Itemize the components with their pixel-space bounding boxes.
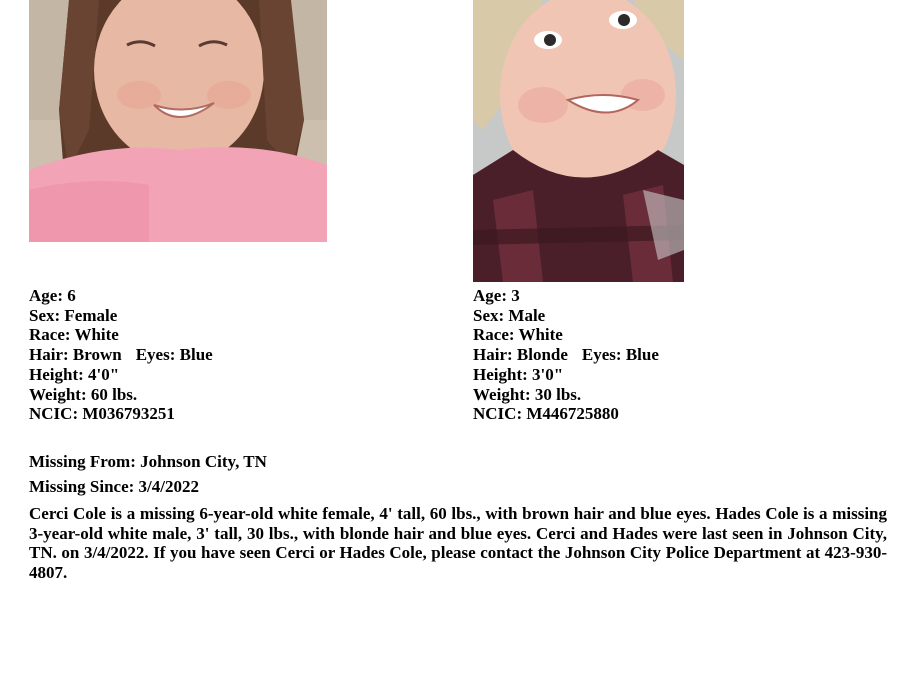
race-text: Race: White <box>29 325 119 345</box>
child-details-cerci <box>29 286 213 424</box>
weight-text: Weight: 60 lbs. <box>29 384 138 404</box>
photo-cerci-image <box>29 0 327 242</box>
hair-text: Hair: Brown <box>29 345 122 365</box>
missing-from: Missing From: Johnson City, TN <box>29 452 267 471</box>
weight-text: Weight: 30 lbs. <box>473 384 582 404</box>
missing-since: Missing Since: 3/4/2022 <box>29 477 200 496</box>
age-text: Age: 3 <box>473 286 520 305</box>
sex-text: Sex: Female <box>29 305 118 325</box>
photo-hades-image <box>473 0 684 282</box>
hair-eyes-line <box>473 345 659 365</box>
hair-eyes-line <box>29 345 213 365</box>
ncic-text: NCIC: M036793251 <box>29 404 175 424</box>
child-photo-cerci <box>29 0 327 242</box>
child-details-hades <box>473 286 659 424</box>
eyes-text: Eyes: Blue <box>581 345 659 365</box>
eyes-text: Eyes: Blue <box>135 345 213 365</box>
child-photo-hades <box>473 0 684 282</box>
hair-text: Hair: Blonde <box>473 345 568 365</box>
race-text: Race: White <box>473 325 563 345</box>
sex-text: Sex: Male <box>473 305 546 325</box>
height-text: Height: 4'0" <box>29 364 120 384</box>
age-text: Age: 6 <box>29 286 76 305</box>
ncic-text: NCIC: M446725880 <box>473 404 619 424</box>
case-description: Cerci Cole is a missing 6-year-old white female, 4' tall, 60 lbs., with brown hair and blue eyes. Hades Cole is a missing 3-year-old white male, 3' tall, 30 lbs., with blonde hair and blue eyes. Cerci and Hades were last seen in Johnson City, TN. on 3/4/2022. If you have seen Cerci or Hades Cole, please contact the Johnson City Police Department at 423-930-4807. <box>29 504 887 582</box>
height-text: Height: 3'0" <box>473 364 564 384</box>
